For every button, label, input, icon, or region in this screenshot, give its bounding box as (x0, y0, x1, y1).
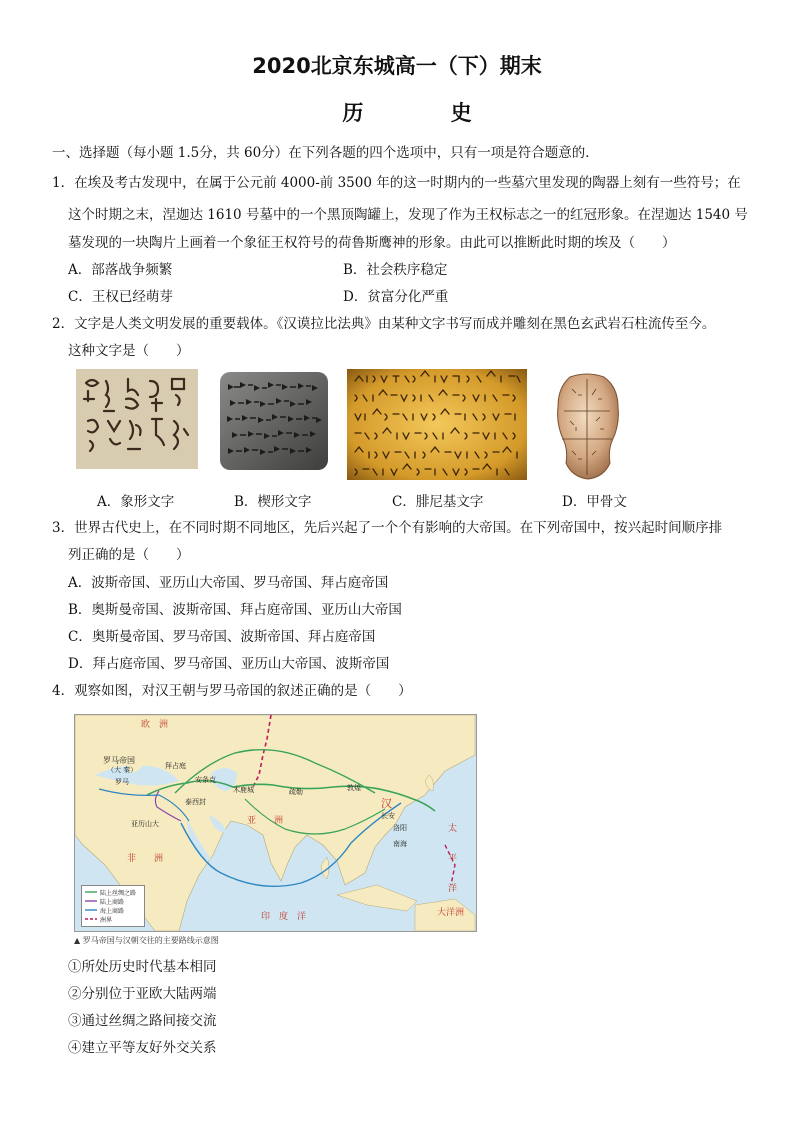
q1-stem-line3: 墓发现的一块陶片上画着一个象征王权符号的荷鲁斯鹰神的形象。由此可以推断此时期的埃及（ ） (68, 235, 676, 251)
legend-land-silk-road: 陆上丝绸之路 (100, 890, 137, 897)
q2-stem-line2: 这种文字是（ ） (68, 343, 190, 359)
q2-stem-line1: 2．文字是人类文明发展的重要载体。《汉谟拉比法典》由某种文字书写而成并雕刻在黑色玄武岩石柱流传至今。 (52, 316, 716, 332)
q3-stem-line2: 列正确的是（ ） (68, 547, 190, 563)
q4-statement-3: ③通过丝绸之路间接交流 (68, 1013, 217, 1029)
map-legend (81, 885, 145, 927)
map-label-merv: 木鹿城 (233, 786, 254, 794)
map-label-oceania: 大洋洲 (437, 908, 465, 918)
q4-statement-1: ①所处历史时代基本相同 (68, 959, 217, 975)
map-label-nanhai: 南海 (393, 840, 407, 848)
map-label-indian-ocean: 印 度 洋 (261, 912, 307, 922)
q3-option-c[interactable]: C．奥斯曼帝国、罗马帝国、波斯帝国、拜占庭帝国 (68, 629, 376, 645)
q2-option-a[interactable]: A．象形文字 (97, 494, 175, 510)
q4-statement-2: ②分别位于亚欧大陆两端 (68, 986, 217, 1002)
q3-option-d[interactable]: D．拜占庭帝国、罗马帝国、亚历山大帝国、波斯帝国 (68, 656, 390, 672)
q3-stem-line1: 3．世界古代史上，在不同时期不同地区，先后兴起了一个个有影响的大帝国。在下列帝国中，按兴起时间顺序排 (52, 520, 723, 536)
legend-continent-border: 洲界 (100, 917, 113, 924)
map-label-dunhuang: 敦煌 (347, 784, 361, 792)
q4-stem: 4．观察如图，对汉王朝与罗马帝国的叙述正确的是（ ） (52, 683, 412, 699)
map-label-asia: 亚 洲 (247, 816, 284, 826)
q1-stem-line2: 这个时期之末，涅迦达 1610 号墓中的一个黑顶陶罐上，发现了作为王权标志之一的红冠形象。在涅迦达 1540 号 (68, 207, 748, 223)
map-label-rome: 罗马 (115, 778, 129, 786)
map-caption: ▲ 罗马帝国与汉朝交往的主要路线示意图 (74, 936, 219, 945)
map-label-africa: 非 洲 (127, 854, 164, 864)
q3-option-a[interactable]: A．波斯帝国、亚历山大帝国、罗马帝国、拜占庭帝国 (68, 575, 389, 591)
subject-title: 历 史 (342, 101, 512, 125)
q2-option-b[interactable]: B．楔形文字 (234, 494, 312, 510)
map-label-antioch: 安条克 (195, 776, 216, 784)
q1-stem-line1: 1．在埃及考古发现中，在属于公元前 4000-前 3500 年的这一时期内的一些墓穴里发现的陶器上刻有一些符号；在 (52, 175, 741, 191)
map-label-rome-empire: 罗马帝国 (103, 756, 135, 765)
q1-option-c[interactable]: C．王权已经萌芽 (68, 289, 173, 305)
q1-option-d[interactable]: D．贫富分化严重 (343, 289, 449, 305)
q2-option-d[interactable]: D．甲骨文 (562, 494, 627, 510)
map-label-europe: 欧 洲 (141, 720, 169, 730)
cuneiform-tablet-image (218, 370, 330, 472)
oracle-bone-image (548, 371, 626, 481)
hieroglyph-script-image (76, 369, 198, 469)
map-label-byzantium: 拜占庭 (165, 762, 186, 770)
q2-option-c[interactable]: C．腓尼基文字 (392, 494, 484, 510)
map-label-alexandria: 亚历山大 (131, 820, 159, 828)
map-label-pacific: 太 平 洋 (446, 823, 456, 898)
q4-statement-4: ④建立平等友好外交关系 (68, 1040, 217, 1056)
map-label-kashgar: 疏勒 (289, 788, 303, 796)
legend-sea-trade-route: 海上商路 (100, 908, 125, 915)
page-title: 2020北京东城高一（下）期末 (252, 54, 542, 78)
map-label-changan: 长安 (381, 812, 395, 820)
q1-option-a[interactable]: A．部落战争频繁 (68, 262, 173, 278)
phoenician-script-image (347, 369, 527, 480)
section-instruction: 一、选择题（每小题 1.5分，共 60分）在下列各题的四个选项中，只有一项是符合题意的． (52, 145, 599, 161)
silk-road-map (74, 714, 477, 932)
q3-option-b[interactable]: B．奥斯曼帝国、波斯帝国、拜占庭帝国、亚历山大帝国 (68, 602, 402, 618)
map-label-da-qin: （大 秦） (107, 766, 138, 774)
legend-land-trade-route: 陆上商路 (100, 899, 125, 906)
map-label-ctesiphon: 泰西封 (185, 798, 206, 806)
map-label-luoyang: 洛阳 (393, 824, 407, 832)
map-label-han: 汉 (381, 797, 392, 810)
q1-option-b[interactable]: B．社会秩序稳定 (343, 262, 448, 278)
